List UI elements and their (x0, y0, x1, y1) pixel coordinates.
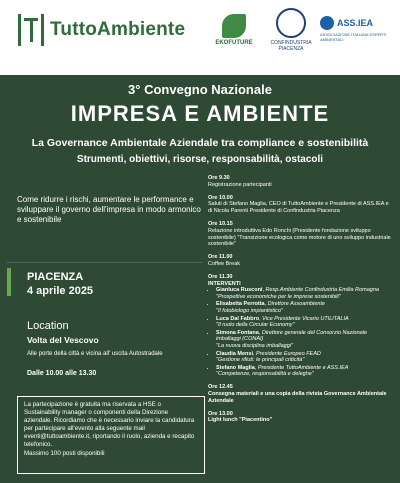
speaker-role: Presidente Europeo FEAD (256, 350, 321, 357)
logo-main-text: TuttoAmbiente (50, 19, 186, 40)
confindustria-text: CONFINDUSTRIA PIACENZA (270, 40, 312, 52)
registration-box (17, 396, 205, 474)
agenda-time: Ore 11.00 (208, 254, 233, 261)
speaker-talk: "La nuova disciplina imballaggi" (216, 343, 293, 350)
agenda-item (208, 254, 393, 268)
speaker-list (208, 287, 393, 378)
agenda-time: Ore 13.00 (208, 410, 233, 417)
speaker-role: Presidente TuttoAmbiente e ASS.IEA (257, 364, 349, 371)
agenda-item (208, 411, 393, 425)
speaker-name: Elisabetta Perrotta (216, 301, 265, 308)
agenda-desc: INTERVENTI (208, 280, 241, 287)
speaker-talk: "Gestione rifiuti: le principali criticità" (216, 357, 305, 364)
ekofuture-logo[interactable] (212, 14, 256, 46)
agenda-desc: Consegna materiali e una copia della rivista Governance Ambientale Aziendale (208, 391, 387, 404)
speaker-role: Direttore generale del Consorzio Nazionale imballaggi (CONAI) (216, 329, 368, 343)
header-bar (0, 0, 400, 75)
agenda-item (208, 384, 393, 404)
agenda-desc: Relazione introduttiva Edo Ronchi (Presidente fondazione sviluppo sostenibile) "Transizione ecologica come motore di uno sviluppo industriale sostenibile" (208, 227, 391, 248)
agenda (208, 175, 393, 430)
agenda-desc: Coffee Break (208, 260, 241, 267)
agenda-desc: Saluti di Stefano Maglia, CEO di TuttoAmbiente e Presidente di ASS.IEA e di Nicola Parenti Presidente di Confindustria Piacenza (208, 201, 389, 215)
agenda-time: Ore 10.00 (208, 194, 233, 201)
speaker-name: Claudia Mensi (216, 350, 253, 357)
event-hours: Dalle 10.00 alle 13.30 (27, 370, 97, 377)
confindustria-logo[interactable] (266, 8, 316, 52)
speaker-item: • Claudia Mensi, Presidente Europeo FEAD "Gestione rifiuti: le principali criticità" (216, 351, 393, 365)
agenda-time: Ore 11.30 (208, 273, 233, 280)
assiea-text: ASS.IEA (337, 18, 374, 28)
event-subtitle: La Governance Ambientale Aziendale tra compliance e sostenibilità (31, 137, 369, 149)
speaker-talk: "Prospettive economiche per le imprese sostenibili" (216, 294, 341, 301)
section-divider (7, 262, 202, 263)
leaf-icon (222, 14, 246, 38)
speaker-role: Direttore Assoambiente (267, 301, 325, 308)
speaker-role: Vice Presidente Vicario UTILITALIA (262, 315, 349, 322)
emblem-icon (276, 8, 306, 38)
speaker-name: Simona Fontana (216, 329, 259, 336)
agenda-desc: Light lunch "Piacentino" (208, 417, 273, 424)
tuttoambiente-logo[interactable] (18, 12, 185, 48)
location-heading: Location (27, 320, 69, 332)
event-edition: 3° Convegno Nazionale (128, 82, 272, 97)
speaker-item: • Stefano Maglia, Presidente TuttoAmbiente e ASS.IEA "Competenze, responsabilità e deleghe" (216, 365, 393, 379)
agenda-time: Ore 10.15 (208, 220, 233, 227)
speaker-talk: "Il fotobiologo impiantistico" (216, 308, 283, 315)
speaker-item: • Elisabetta Perrotta, Direttore Assoambiente "Il fotobiologo impiantistico" (216, 301, 393, 315)
assiea-subtext: ASSOCIAZIONE ITALIANA ESPERTI AMBIENTALI (320, 32, 387, 42)
speaker-talk: "Il ruolo della Circular Economy" (216, 322, 295, 329)
event-date: 4 aprile 2025 (27, 285, 94, 297)
event-tagline: Strumenti, obiettivi, risorse, responsabilità, ostacoli (76, 154, 324, 165)
speaker-item: • Gianluca Rusconi, Resp.Ambiente Confindustria Emilia Romagna "Prospettive economiche per le imprese sostenibili" (216, 287, 393, 301)
agenda-item (208, 274, 393, 378)
speaker-item: • Simona Fontana, Direttore generale del Consorzio Nazionale imballaggi (CONAI) "La nuova disciplina imballaggi" (216, 330, 393, 350)
assiea-icon (320, 16, 334, 30)
agenda-item (208, 175, 393, 189)
event-city: PIACENZA (27, 271, 84, 283)
speaker-name: Luca Dal Fabbro (216, 315, 260, 322)
assiea-logo[interactable] (320, 16, 394, 42)
speaker-role: Resp.Ambiente Confindustria Emilia Romagna (265, 287, 379, 294)
agenda-desc: Registrazione partecipanti (208, 181, 272, 188)
agenda-item (208, 221, 393, 248)
speaker-item: • Luca Dal Fabbro, Vice Presidente Vicario UTILITALIA "Il ruolo della Circular Economy" (216, 316, 393, 330)
agenda-time: Ore 12.45 (208, 384, 233, 391)
registration-text[interactable]: La partecipazione è gratuita ma riservata a HSE o Sustainability manager o componenti della Direzione aziendale. Ricordiamo che è necessario inviare la candidatura per partecipare all'evento alla seguente mail eventi@tuttoambiente.it, riportando il ruolo, azienda e recapito telefonico. (24, 401, 195, 449)
agenda-item (208, 195, 393, 215)
speaker-name: Stefano Maglia (216, 364, 255, 371)
date-accent-bar (7, 268, 11, 296)
speaker-talk: "Competenze, responsabilità e deleghe" (216, 371, 314, 378)
tuttoambiente-logo-icon (18, 12, 44, 48)
event-title: IMPRESA E AMBIENTE (70, 101, 330, 126)
event-intro: Come ridurre i rischi, aumentare le performance e sviluppare il governo dell'impresa in modo armonico e sostenibile (17, 195, 201, 224)
event-venue: Volta del Vescovo (27, 335, 99, 345)
ekofuture-text: EKOFUTURE (215, 40, 253, 46)
registration-capacity: Massimo 100 posti disponibili (24, 449, 105, 457)
agenda-time: Ore 9.30 (208, 175, 230, 181)
speaker-name: Gianluca Rusconi (216, 287, 263, 294)
venue-note: Alle porte della città e vicina all' uscita Autostradale (27, 351, 163, 357)
